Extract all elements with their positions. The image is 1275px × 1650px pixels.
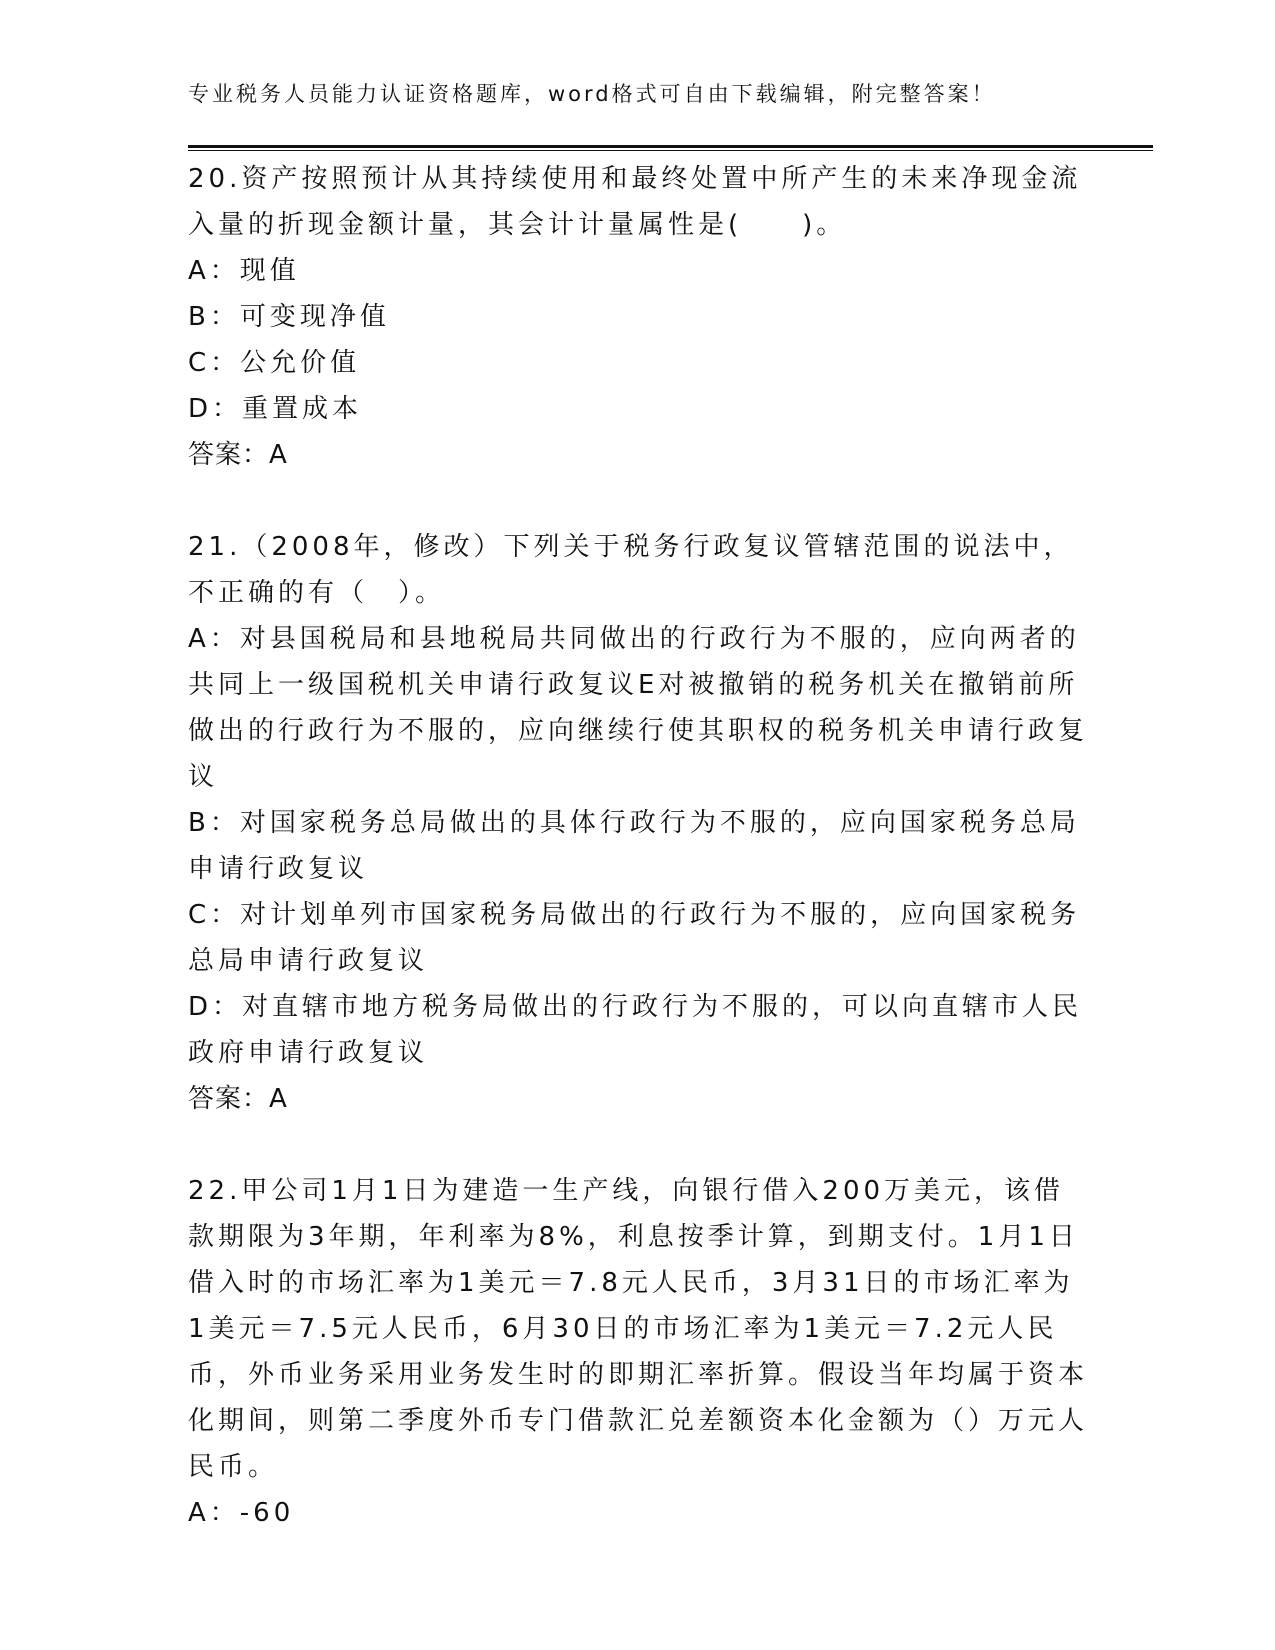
question-spacer	[188, 478, 1088, 524]
option-a: A：对县国税局和县地税局共同做出的行政行为不服的，应向两者的共同上一级国税机关申请行政复议E对被撤销的税务机关在撤销前所做出的行政行为不服的，应向继续行使其职权的税务机关申请行政复议	[188, 624, 1089, 792]
question-stem: 20.资产按照预计从其持续使用和最终处置中所产生的未来净现金流入量的折现金额计量，其会计计量属性是( )。	[188, 164, 1082, 240]
option-c: C：公允价值	[188, 348, 361, 378]
option-a: A：现值	[188, 256, 300, 286]
option-a: A：-60	[188, 1498, 295, 1528]
option-d: D：对直辖市地方税务局做出的行政行为不服的，可以向直辖市人民政府申请行政复议	[188, 992, 1083, 1068]
question-22	[188, 1168, 1088, 1536]
answer: 答案：A	[188, 440, 288, 470]
page-header: 专业税务人员能力认证资格题库，word格式可自由下载编辑，附完整答案！	[188, 82, 996, 106]
question-20	[188, 156, 1088, 478]
question-list	[188, 156, 1088, 1536]
question-spacer	[188, 1122, 1088, 1168]
answer: 答案：A	[188, 1084, 288, 1114]
question-stem: 22.甲公司1月1日为建造一生产线，向银行借入200万美元，该借款期限为3年期，年利率为8%，利息按季计算，到期支付。1月1日借入时的市场汇率为1美元＝7.8元人民币，3月31日的市场汇率为1美元＝7.5元人民币，6月30日的市场汇率为1美元＝7.2元人民币，外币业务采用业务发生时的即期汇率折算。假设当年均属于资本化期间，则第二季度外币专门借款汇兑差额资本化金额为（）万元人民币。	[188, 1176, 1089, 1482]
option-d: D：重置成本	[188, 394, 363, 424]
header-rule-thick	[188, 145, 1153, 148]
option-c: C：对计划单列市国家税务局做出的行政行为不服的，应向国家税务总局申请行政复议	[188, 900, 1081, 976]
header-rule-thin	[188, 150, 1153, 151]
question-stem: 21.（2008年，修改）下列关于税务行政复议管辖范围的说法中，不正确的有（ ）。	[188, 532, 1074, 608]
question-21	[188, 524, 1088, 1122]
option-b: B：对国家税务总局做出的具体行政行为不服的，应向国家税务总局申请行政复议	[188, 808, 1080, 884]
option-b: B：可变现净值	[188, 302, 390, 332]
